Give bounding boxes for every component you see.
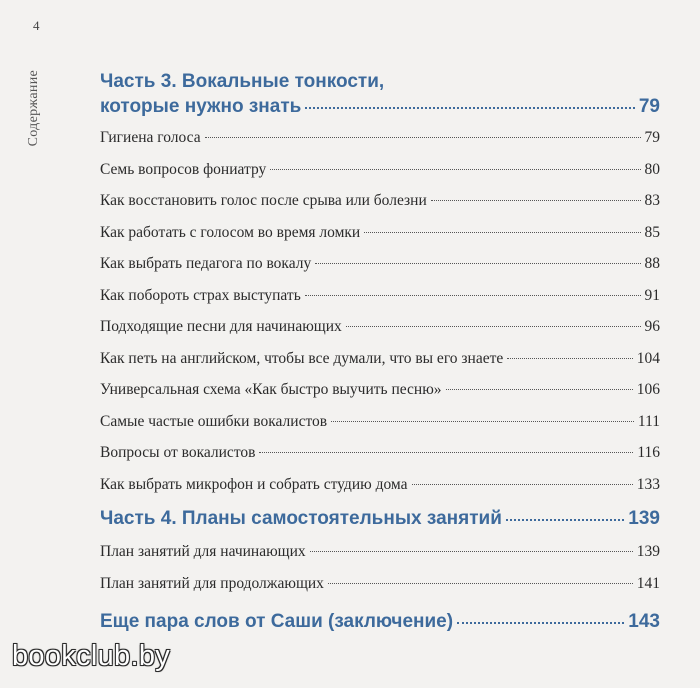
leader-dots	[346, 326, 641, 327]
toc-entry-page: 80	[644, 160, 660, 178]
toc-entry-page: 85	[644, 223, 660, 241]
leader-dots	[507, 358, 633, 359]
toc-entry	[100, 217, 660, 249]
toc-entry-page: 104	[636, 349, 660, 367]
toc-entry-title: Как работать с голосом во время ломки	[100, 223, 361, 241]
toc-entry-title: План занятий для начинающих	[100, 543, 306, 560]
leader-dots	[328, 583, 633, 584]
toc-entry	[100, 185, 660, 217]
part-3-heading	[100, 70, 660, 120]
toc-entry	[100, 406, 660, 438]
toc-entry-title: Универсальная схема «Как быстро выучить песню»	[100, 381, 442, 398]
toc-entry-page: 91	[644, 286, 660, 304]
part-3-title-line2: которые нужно знать	[100, 96, 302, 117]
leader-dots	[457, 622, 624, 624]
part-4-entries	[100, 536, 660, 599]
toc-entry-page: 106	[636, 381, 660, 398]
toc-entry	[100, 374, 660, 406]
side-section-label: Содержание	[26, 70, 41, 147]
toc-entry-page: 111	[637, 412, 660, 430]
leader-dots	[305, 107, 635, 109]
table-of-contents	[100, 70, 660, 639]
toc-entry-title: Как выбрать педагога по вокалу	[100, 255, 312, 272]
leader-dots	[270, 169, 640, 170]
part-3-title-line1: Часть 3. Вокальные тонкости,	[100, 71, 385, 92]
toc-entry	[100, 437, 660, 469]
toc-entry-title: Как побороть страх выступать	[100, 286, 301, 304]
toc-entry-page: 88	[644, 255, 660, 272]
toc-entry-page: 96	[644, 318, 660, 335]
part-4-title-row	[100, 502, 660, 536]
toc-entry	[100, 280, 660, 312]
toc-entry-title: Подходящие песни для начинающих	[100, 318, 342, 335]
part-4-heading	[100, 502, 660, 536]
toc-entry-page: 116	[637, 444, 660, 461]
toc-entry-page: 83	[644, 192, 660, 209]
part-4-page: 139	[628, 508, 660, 529]
leader-dots	[205, 137, 641, 138]
leader-dots	[506, 519, 624, 521]
toc-entry-title: План занятий для продолжающих	[100, 574, 324, 592]
part-3-title-row	[100, 94, 660, 120]
toc-entry-title: Как петь на английском, чтобы все думали, что вы его знаете	[100, 349, 504, 367]
final-heading	[100, 605, 660, 639]
toc-entry-page: 139	[636, 543, 660, 560]
leader-dots	[305, 295, 641, 296]
toc-entry-title: Вопросы от вокалистов	[100, 444, 256, 461]
toc-entry	[100, 122, 660, 154]
final-page: 143	[628, 611, 660, 632]
leader-dots	[364, 232, 640, 233]
toc-entry-page: 133	[636, 475, 660, 493]
toc-entry	[100, 536, 660, 568]
toc-entry	[100, 343, 660, 375]
leader-dots	[259, 452, 633, 453]
toc-entry-page: 141	[636, 574, 660, 592]
toc-entry-title: Как восстановить голос после срыва или болезни	[100, 192, 427, 209]
final-title-row	[100, 605, 660, 639]
toc-entry	[100, 248, 660, 280]
leader-dots	[315, 263, 640, 264]
toc-entry	[100, 154, 660, 186]
toc-entry-title: Как выбрать микрофон и собрать студию дома	[100, 475, 408, 493]
leader-dots	[412, 484, 633, 485]
part-3-page: 79	[638, 96, 660, 117]
toc-entry	[100, 469, 660, 501]
part-4-title: Часть 4. Планы самостоятельных занятий	[100, 508, 502, 529]
leader-dots	[331, 421, 634, 422]
toc-entry	[100, 568, 660, 600]
leader-dots	[446, 389, 633, 390]
part-3-entries	[100, 122, 660, 500]
toc-entry	[100, 311, 660, 343]
leader-dots	[431, 200, 641, 201]
leader-dots	[310, 551, 633, 552]
toc-entry-title: Семь вопросов фониатру	[100, 160, 267, 178]
toc-entry-title: Самые частые ошибки вокалистов	[100, 412, 328, 430]
toc-entry-page: 79	[644, 129, 660, 146]
final-title: Еще пара слов от Саши (заключение)	[100, 611, 454, 632]
toc-entry-title: Гигиена голоса	[100, 129, 201, 146]
watermark-logo: bookclub.by	[12, 640, 171, 672]
page-number: 4	[33, 18, 40, 33]
